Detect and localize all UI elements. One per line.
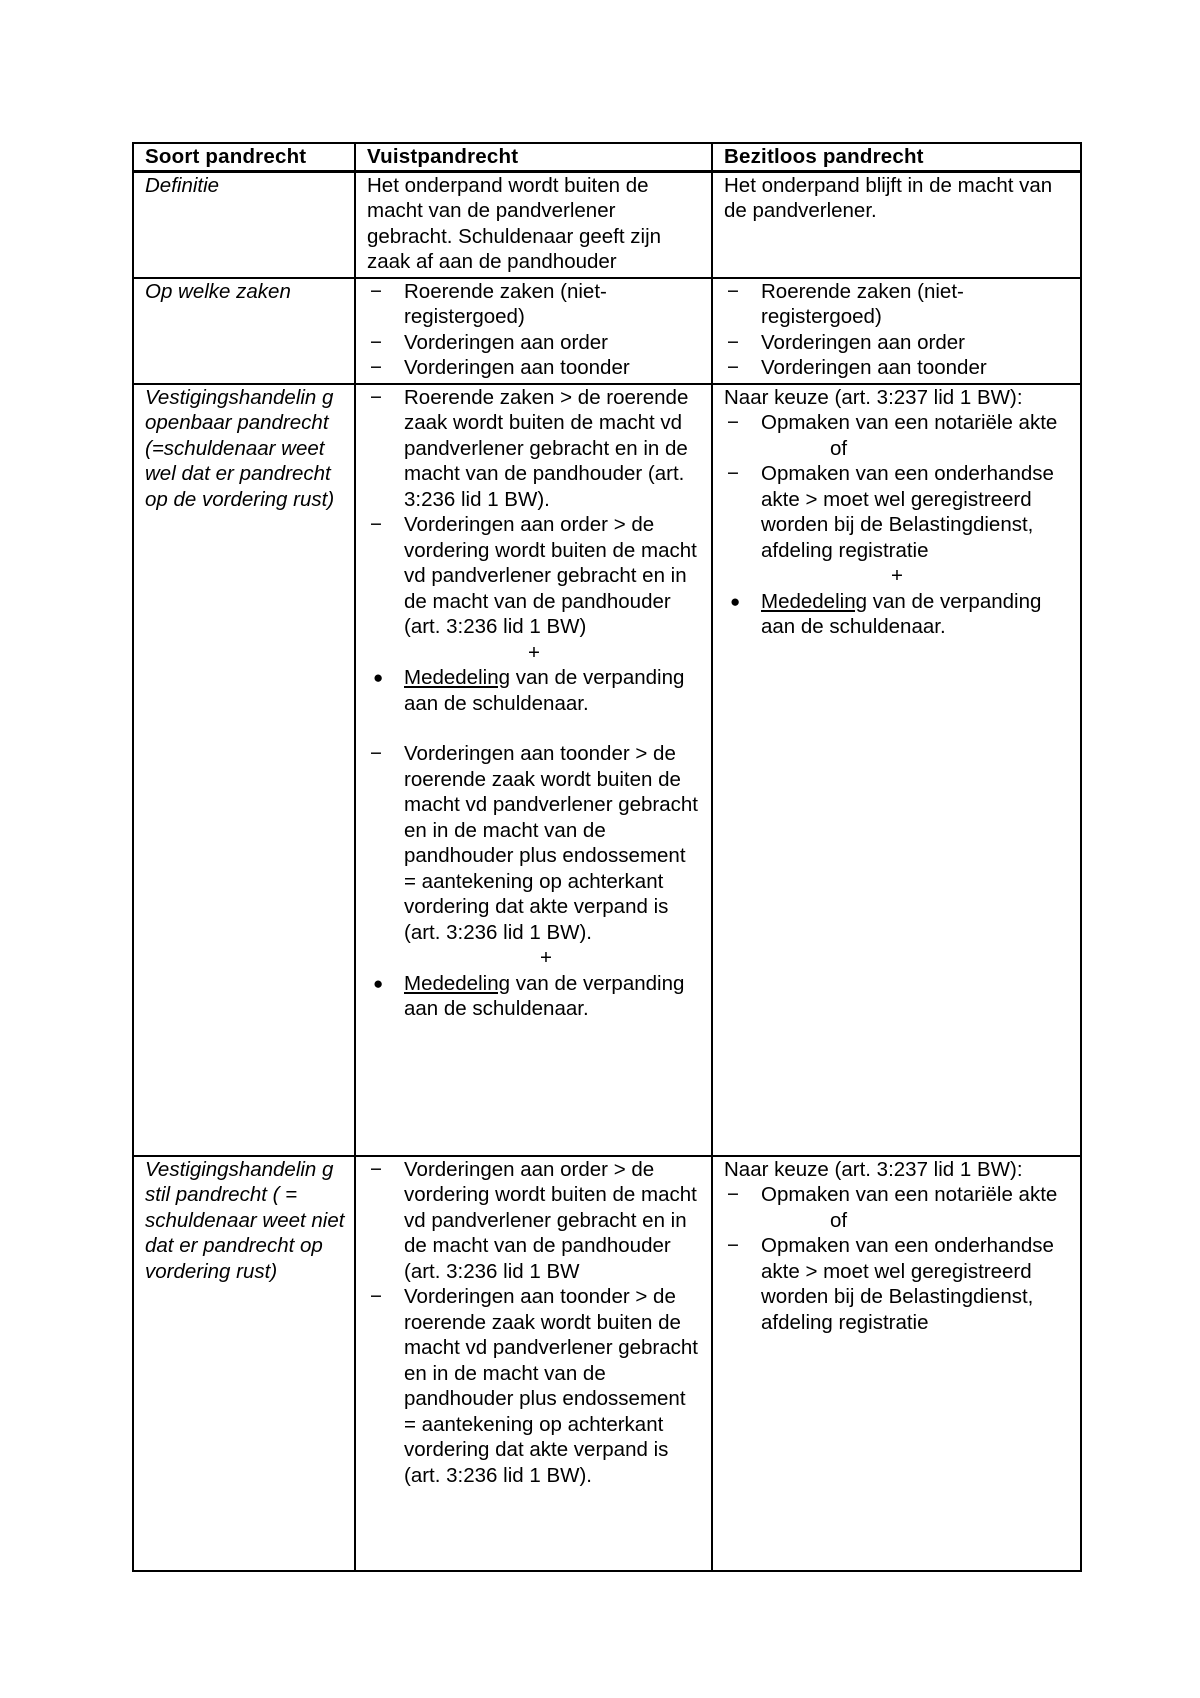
row-definitie [133,171,1081,278]
plus-sign: + [540,946,552,969]
dash-marker: − [370,330,382,354]
list-item: − Opmaken van een notariële akte [727,1183,1058,1206]
dash-marker: − [370,279,382,303]
list-item: ● Mededeling van de verpanding aan de schuldenaar. [373,666,685,715]
header-bezitloos: Bezitloos pandrecht [712,143,1081,171]
stil-vuist [355,1156,712,1571]
table-header-row [133,143,1081,171]
dash-marker: − [727,1183,739,1206]
dash-marker: − [370,385,382,409]
zaken-bezitloos [712,278,1081,384]
label-definitie: Definitie [133,171,355,278]
openbaar-vuist [355,384,712,1156]
of-separator: of [830,436,848,460]
dash-marker: − [370,513,382,536]
list-item: − Vorderingen aan toonder [370,356,630,379]
stil-bezitloos [712,1156,1081,1571]
dash-marker: − [370,742,382,765]
bullet-marker: ● [373,973,384,993]
dash-marker: − [727,462,739,485]
dash-marker: − [727,1234,739,1257]
list-item: − Vorderingen aan toonder [727,356,987,379]
list-item: − Vorderingen aan order > de vordering wordt buiten de macht vd pandverlener gebracht en in de macht van de pandhouder (art. 3:236 lid 1 BW) [370,513,697,638]
row-openbaar-pandrecht [133,384,1081,1156]
definitie-bezitloos: Het onderpand blijft in de macht van de pandverlener. [712,171,1081,278]
list-item: − Opmaken van een onderhandse akte > moet wel geregistreerd worden bij de Belastingdienst, afdeling registratie [727,1234,1054,1334]
bullet-marker: ● [730,591,741,611]
label-stil: Vestigingshandelin g stil pandrecht ( = schuldenaar weet niet dat er pandrecht op vordering rust) [133,1156,355,1571]
list-item: − Opmaken van een onderhandse akte > moet wel geregistreerd worden bij de Belastingdienst, afdeling registratie [727,462,1054,562]
dash-marker: − [727,411,739,434]
dash-marker: − [370,1285,382,1308]
pandrecht-table [132,142,1082,1572]
zaken-vuist [355,278,712,384]
row-stil-pandrecht [133,1156,1081,1571]
openbaar-bezitloos [712,384,1081,1156]
bullet-marker: ● [373,668,384,687]
label-openbaar: Vestigingshandelin g openbaar pandrecht (=schuldenaar weet wel dat er pandrecht op de vordering rust) [133,384,355,1156]
header-soort: Soort pandrecht [133,143,355,171]
list-item: − Vorderingen aan order [727,330,966,354]
dash-marker: − [727,279,739,303]
list-item: − Vorderingen aan toonder > de roerende zaak wordt buiten de macht vd pandverlener gebracht en in de macht van de pandhouder plus endossement = aantekening op achterkant vordering dat akte verpand is (art. 3:236 lid 1 BW). [370,742,699,944]
list-item: − Opmaken van een notariële akte [727,411,1058,434]
dash-marker: − [370,1157,382,1181]
list-item: − Vorderingen aan order > de vordering wordt buiten de macht vd pandverlener gebracht en in de macht van de pandhouder (art. 3:236 lid 1 BW [370,1157,697,1283]
dash-marker: − [727,330,739,354]
label-zaken: Op welke zaken [133,278,355,384]
keuze-intro: Naar keuze (art. 3:237 lid 1 BW): [724,1157,1023,1181]
plus-sign: + [528,640,540,664]
list-item: − Roerende zaken (niet-registergoed) [727,279,964,328]
list-item: ● Mededeling van de verpanding aan de schuldenaar. [730,589,1042,638]
keuze-intro: Naar keuze (art. 3:237 lid 1 BW): [724,385,1023,409]
list-item: − Roerende zaken (niet-registergoed) [370,279,607,328]
dash-marker: − [727,356,739,379]
of-separator: of [830,1208,848,1232]
dash-marker: − [370,356,382,379]
list-item: ● Mededeling van de verpanding aan de schuldenaar. [373,971,685,1020]
definitie-vuist: Het onderpand wordt buiten de macht van de pandverlener gebracht. Schuldenaar geeft zijn zaak af aan de pandhouder [355,171,712,278]
header-vuistpandrecht: Vuistpandrecht [355,143,712,171]
list-item: − Vorderingen aan order [370,330,609,354]
list-item: − Roerende zaken > de roerende zaak wordt buiten de macht vd pandverlener gebracht en in de macht van de pandhouder (art. 3:236 lid 1 BW). [370,385,689,511]
list-item: − Vorderingen aan toonder > de roerende zaak wordt buiten de macht vd pandverlener gebracht en in de macht van de pandhouder plus endossement = aantekening op achterkant vordering dat akte verpand is (art. 3:236 lid 1 BW). [370,1285,699,1487]
row-zaken [133,278,1081,384]
plus-sign: + [891,564,903,587]
